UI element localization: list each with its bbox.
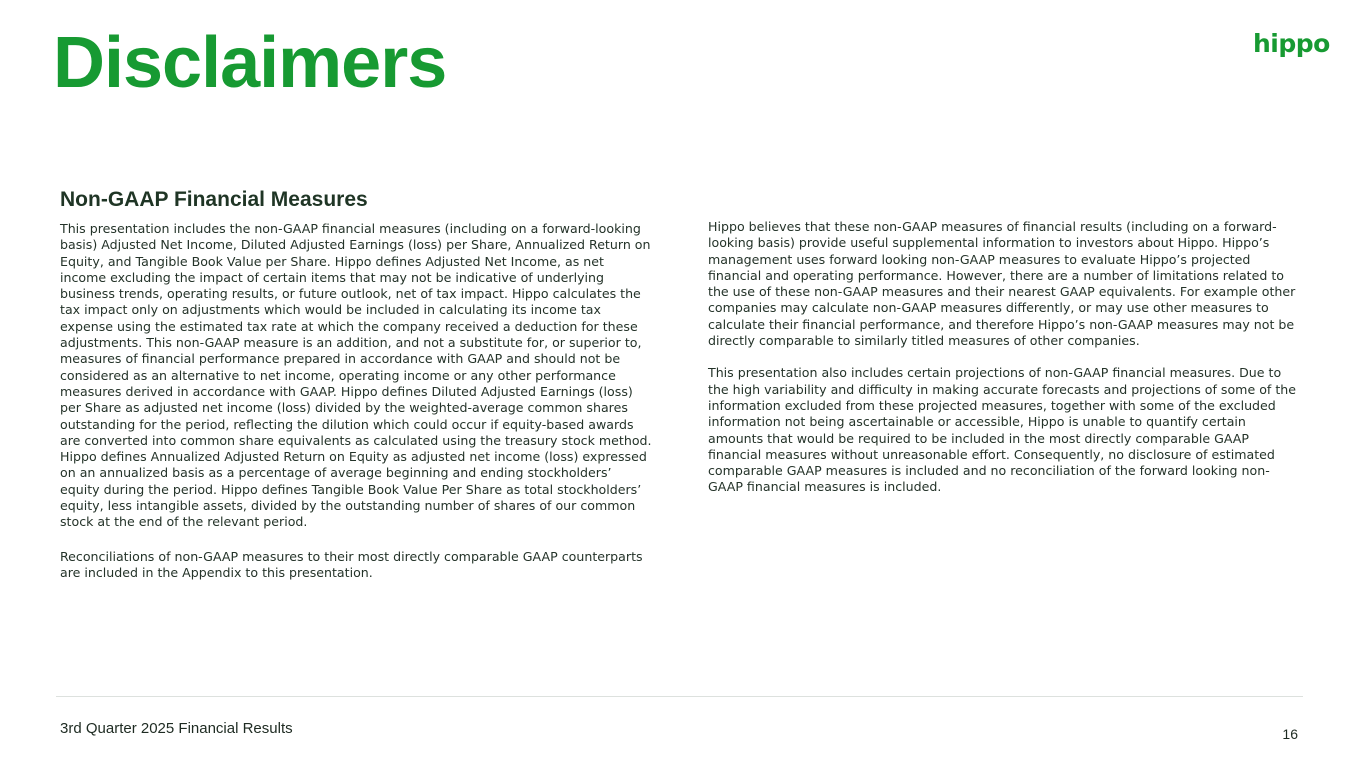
hippo-logo: hippo xyxy=(1253,29,1330,58)
left-column xyxy=(60,221,652,581)
right-paragraph-projections: This presentation also includes certain projections of non-GAAP financial measures. Due to the high variability and difficulty in making accurate forecasts and projections of some of the information excluded from these projected measures, together with some of the excluded information not being ascertainable or accessible, Hippo is unable to quantify certain amounts that would be required to be included in the most directly comparable GAAP financial measures without unreasonable effort. Consequently, no disclosure of estimated comparable GAAP measures is included and no reconciliation of the forward looking non-GAAP financial measures is included. xyxy=(708,365,1297,495)
footer-divider xyxy=(56,696,1303,697)
left-paragraph-reconciliations: Reconciliations of non-GAAP measures to their most directly comparable GAAP counterparts are included in the Appendix to this presentation. xyxy=(60,548,643,580)
section-heading: Non-GAAP Financial Measures xyxy=(60,188,368,211)
left-paragraph-definitions: This presentation includes the non-GAAP financial measures (including on a forward-looking basis) Adjusted Net Income, Diluted Adjusted Earnings (loss) per Share, Annualized Return on Equity, and Tangible Book Value per Share. Hippo defines Adjusted Net Income, as net income excluding the impact of certain items that may not be indicative of underlying business trends, operating results, or future outlook, net of tax impact. Hippo calculates the tax impact only on adjustments which would be included in calculating its income tax expense using the estimated tax rate at which the company received a deduction for these adjustments. This non-GAAP measure is an addition, and not a substitute for, or superior to, measures of financial performance prepared in accordance with GAAP and should not be considered as an alternative to net income, operating income or any other performance measures derived in accordance with GAAP. Hippo defines Diluted Adjusted Earnings (loss) per Share as adjusted net income (loss) divided by the weighted-average common shares outstanding for the period, reflecting the dilution which could occur if equity-based awards are converted into common share equivalents as calculated using the treasury stock method. Hippo defines Annualized Adjusted Return on Equity as adjusted net income (loss) expressed on an annualized basis as a percentage of average beginning and ending stockholders’ equity during the period. Hippo defines Tangible Book Value Per Share as total stockholders’ equity, less intangible assets, divided by the outstanding number of shares of our common stock at the end of the relevant period. xyxy=(60,221,652,530)
right-column xyxy=(708,219,1300,496)
page-title: Disclaimers xyxy=(53,23,447,103)
footer-report-title: 3rd Quarter 2025 Financial Results xyxy=(60,720,293,737)
paragraph-spacer xyxy=(60,531,652,549)
page-number: 16 xyxy=(1282,726,1298,742)
right-paragraph-usefulness: Hippo believes that these non-GAAP measures of financial results (including on a forward-looking basis) provide useful supplemental information to investors about Hippo. Hippo’s management uses forward looking non-GAAP measures to evaluate Hippo’s projected financial and operating performance. However, there are a number of limitations related to the use of these non-GAAP measures and their nearest GAAP equivalents. For example other companies may calculate non-GAAP measures differently, or may use other measures to calculate their financial performance, and therefore Hippo’s non-GAAP measures may not be directly comparable to similarly titled measures of other companies. xyxy=(708,219,1296,349)
paragraph-spacer xyxy=(708,349,1300,365)
